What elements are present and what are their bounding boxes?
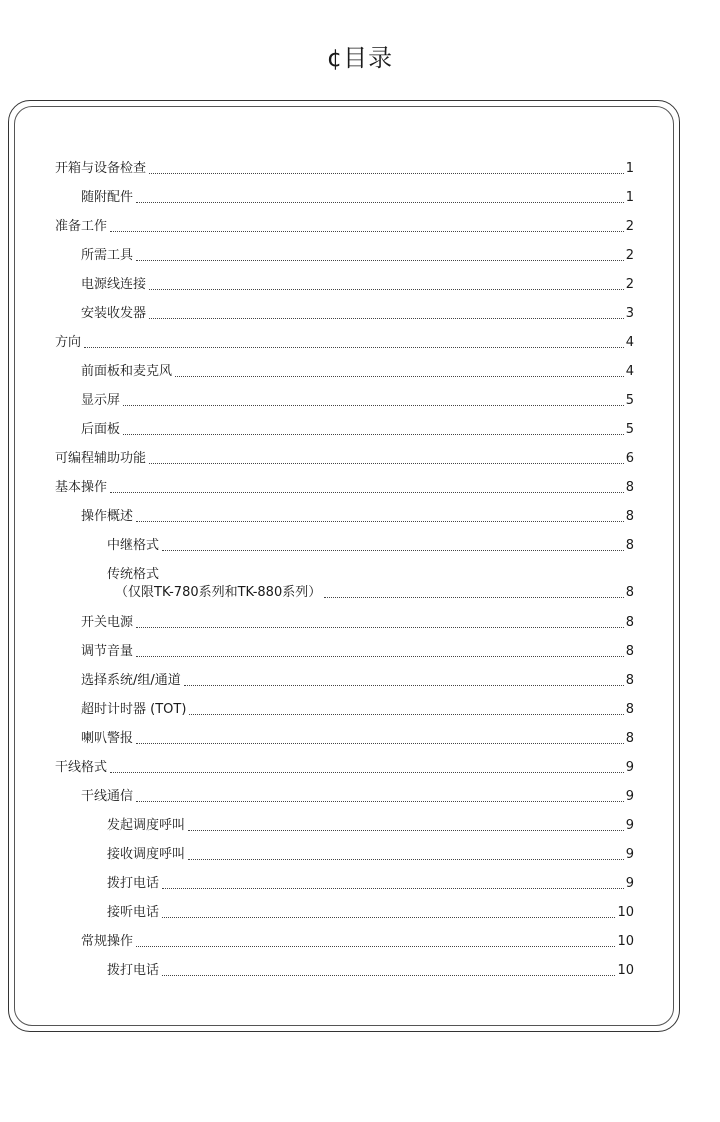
toc-entry[interactable] — [55, 450, 634, 468]
toc-entry[interactable] — [81, 614, 634, 632]
toc-entry-sublabel: （仅限TK-780系列和TK-880系列） — [115, 585, 322, 600]
toc-entry[interactable] — [55, 160, 634, 178]
toc-dot-leader — [84, 346, 624, 348]
toc-entry-label: 常规操作 — [81, 934, 134, 949]
toc-entry-label: 拨打电话 — [107, 876, 160, 891]
toc-entry-page: 8 — [625, 644, 634, 659]
toc-dot-leader — [136, 742, 624, 744]
toc-entry-label: 传统格式 — [107, 567, 160, 582]
toc-entry-page: 9 — [625, 760, 634, 775]
toc-dot-leader — [175, 375, 624, 377]
toc-entry-page: 5 — [625, 393, 634, 408]
toc-entry-page: 1 — [625, 161, 634, 176]
toc-entry[interactable] — [81, 363, 634, 381]
toc-entry[interactable] — [81, 247, 634, 265]
toc-entry-label: 随附配件 — [81, 190, 134, 205]
toc-dot-leader — [162, 549, 624, 551]
toc-dot-leader — [136, 655, 624, 657]
toc-entry-page: 2 — [625, 219, 634, 234]
toc-entry-page: 8 — [625, 615, 634, 630]
toc-entry[interactable] — [107, 817, 634, 835]
toc-entry-label: 可编程辅助功能 — [55, 451, 147, 466]
toc-entry-page: 4 — [625, 335, 634, 350]
toc-dot-leader — [162, 887, 624, 889]
toc-dot-leader — [136, 259, 624, 261]
toc-dot-leader — [136, 520, 624, 522]
toc-entry-page: 10 — [617, 934, 634, 949]
toc-entry-page: 4 — [625, 364, 634, 379]
toc-entry[interactable] — [81, 730, 634, 748]
toc-entry-page: 8 — [625, 702, 634, 717]
toc-entry-page: 8 — [625, 585, 634, 600]
toc-entry-label: 喇叭警报 — [81, 731, 134, 746]
toc-dot-leader — [162, 974, 615, 976]
toc-entry[interactable] — [81, 701, 634, 719]
toc-entry-page: 9 — [625, 818, 634, 833]
toc-entry-page: 8 — [625, 538, 634, 553]
toc-entry-label: 接听电话 — [107, 905, 160, 920]
toc-entry[interactable] — [81, 392, 634, 410]
toc-dot-leader — [149, 317, 624, 319]
toc-entry-page: 9 — [625, 847, 634, 862]
toc-entry[interactable] — [81, 305, 634, 323]
toc-dot-leader — [184, 684, 624, 686]
toc-entry-page: 1 — [625, 190, 634, 205]
toc-entry-label: 后面板 — [81, 422, 121, 437]
toc-entry-label: 开关电源 — [81, 615, 134, 630]
toc-entry-page: 10 — [617, 905, 634, 920]
toc-entry-page: 8 — [625, 731, 634, 746]
toc-dot-leader — [110, 491, 624, 493]
toc-entry[interactable] — [81, 933, 634, 951]
toc-dot-leader — [324, 596, 624, 598]
toc-entry-label: 拨打电话 — [107, 963, 160, 978]
toc-entry-label: 中继格式 — [107, 538, 160, 553]
toc-dot-leader — [136, 945, 615, 947]
toc-dot-leader — [188, 829, 624, 831]
toc-entry[interactable] — [81, 788, 634, 806]
toc-entry-label: 显示屏 — [81, 393, 121, 408]
toc-entry-label: 准备工作 — [55, 219, 108, 234]
toc-entry-label: 超时计时器 (TOT) — [81, 702, 187, 717]
toc-entry[interactable] — [107, 537, 634, 555]
toc-dot-leader — [189, 713, 623, 715]
toc-entry[interactable] — [107, 846, 634, 864]
toc-entry-label: 干线格式 — [55, 760, 108, 775]
toc-entry[interactable] — [81, 421, 634, 439]
toc-entry-page: 10 — [617, 963, 634, 978]
toc-entry-label: 操作概述 — [81, 509, 134, 524]
toc-entry[interactable] — [55, 334, 634, 352]
toc-entry-page: 9 — [625, 789, 634, 804]
toc-entry[interactable] — [107, 566, 634, 602]
toc-dot-leader — [110, 230, 624, 232]
toc-entry-page: 6 — [625, 451, 634, 466]
toc-dot-leader — [110, 771, 624, 773]
toc-entry-page: 8 — [625, 480, 634, 495]
toc-dot-leader — [123, 433, 624, 435]
toc-dot-leader — [162, 916, 615, 918]
toc-entry-label: 基本操作 — [55, 480, 108, 495]
toc-entry-label: 前面板和麦克风 — [81, 364, 173, 379]
toc-entry-page: 9 — [625, 876, 634, 891]
toc-entry[interactable] — [107, 904, 634, 922]
toc-entry[interactable] — [81, 189, 634, 207]
toc-entry-label: 调节音量 — [81, 644, 134, 659]
toc-entry[interactable] — [81, 643, 634, 661]
toc-entry[interactable] — [81, 672, 634, 690]
toc-entry[interactable] — [107, 875, 634, 893]
toc-dot-leader — [136, 626, 624, 628]
toc-entry-label: 发起调度呼叫 — [107, 818, 186, 833]
toc-entry[interactable] — [55, 479, 634, 497]
toc-entry[interactable] — [107, 962, 634, 980]
toc-entry[interactable] — [81, 508, 634, 526]
toc-dot-leader — [149, 288, 624, 290]
toc-entry-label: 干线通信 — [81, 789, 134, 804]
toc-entry-page: 2 — [625, 277, 634, 292]
toc-dot-leader — [149, 172, 624, 174]
toc-entry-page: 3 — [625, 306, 634, 321]
toc-entry-label: 所需工具 — [81, 248, 134, 263]
toc-dot-leader — [123, 404, 624, 406]
toc-entry-label: 开箱与设备检查 — [55, 161, 147, 176]
page-title: ¢目录 — [326, 44, 394, 72]
toc-dot-leader — [136, 800, 624, 802]
toc-entry[interactable] — [55, 218, 634, 236]
toc-dot-leader — [149, 462, 624, 464]
toc-dot-leader — [136, 201, 624, 203]
toc-entry-page: 8 — [625, 509, 634, 524]
toc-entry[interactable] — [81, 276, 634, 294]
toc-entry-page: 5 — [625, 422, 634, 437]
toc-entry[interactable] — [55, 759, 634, 777]
toc-entry-label: 接收调度呼叫 — [107, 847, 186, 862]
toc-entry-page: 2 — [625, 248, 634, 263]
toc-entry-label: 电源线连接 — [81, 277, 147, 292]
toc-entry-label: 方向 — [55, 335, 82, 350]
toc-entry-page: 8 — [625, 673, 634, 688]
toc-entry-label: 选择系统/组/通道 — [81, 673, 181, 688]
toc-entry-label: 安装收发器 — [81, 306, 147, 321]
toc-dot-leader — [188, 858, 624, 860]
